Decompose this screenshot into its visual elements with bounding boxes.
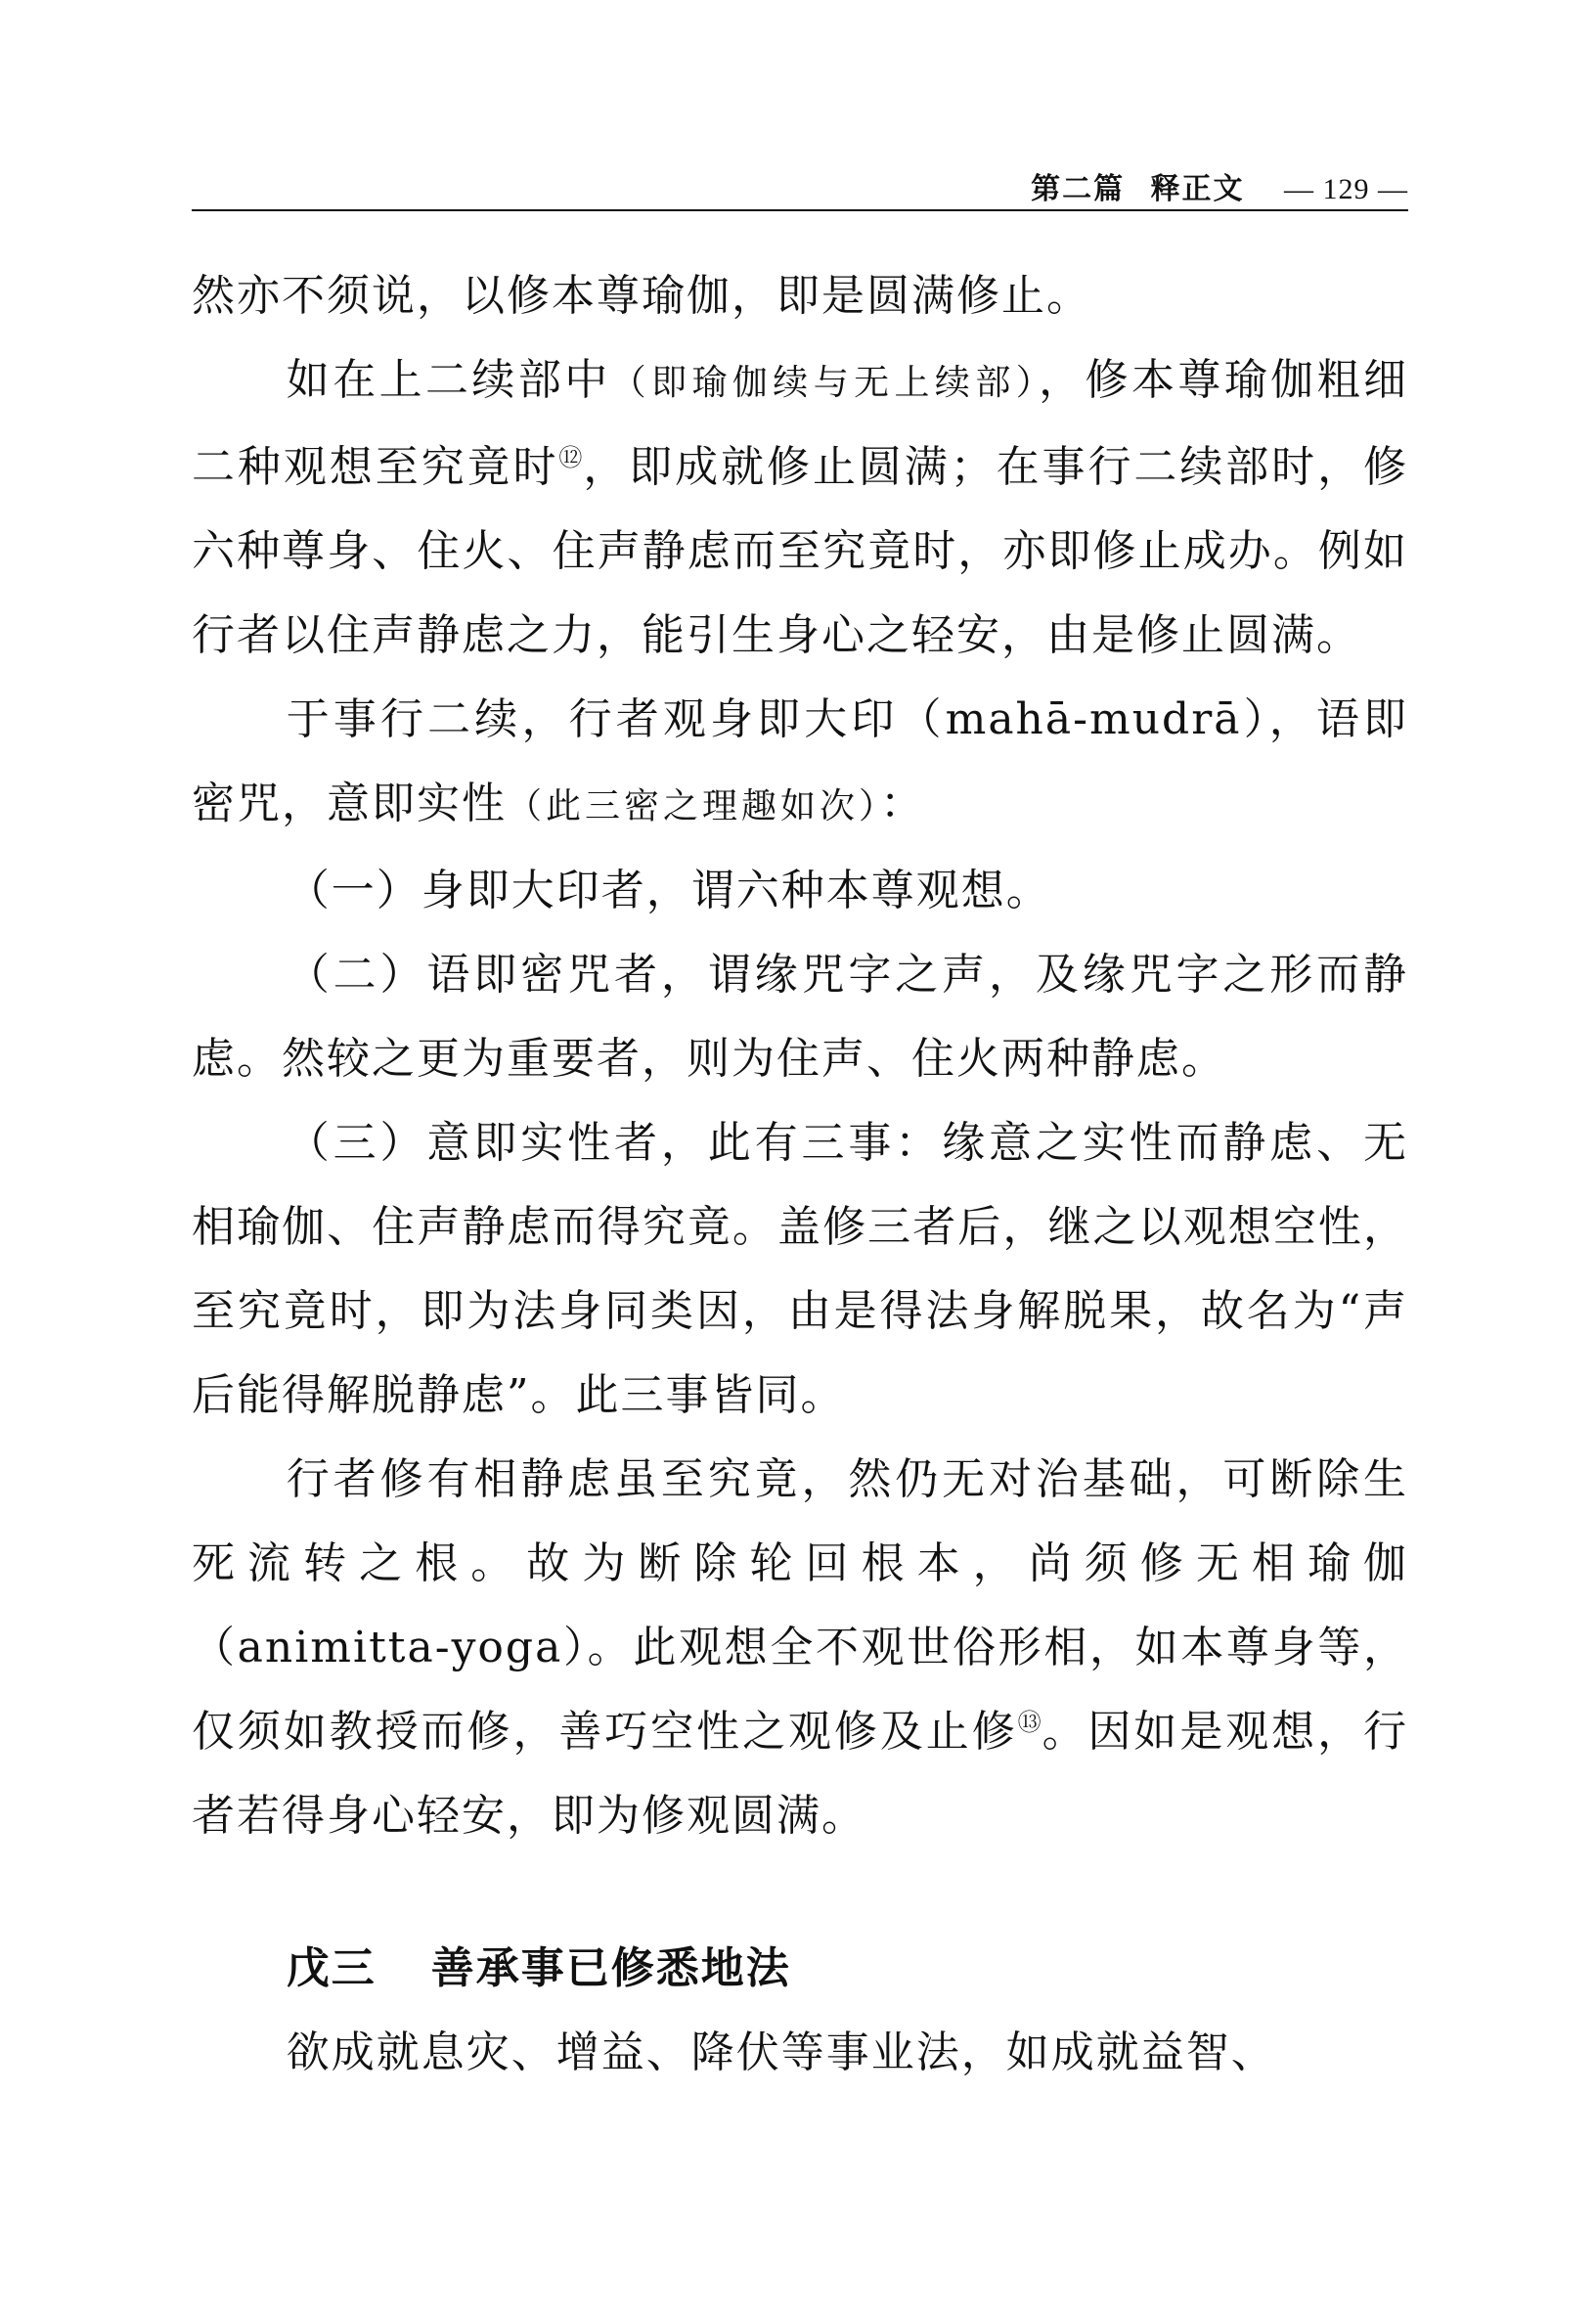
footnote-marker: ⑫: [558, 444, 584, 471]
page-body: [192, 254, 1408, 2095]
paragraph-text: 然亦不须说，以修本尊瑜伽，即是圆满修止。: [192, 271, 1091, 321]
list-item: [192, 1101, 1408, 1438]
list-item: [192, 849, 1408, 933]
paragraph: [192, 254, 1408, 338]
chapter-label: 第二篇: [1031, 172, 1126, 206]
running-head: [1031, 164, 1408, 207]
paragraph-text: 欲成就息灾、增益、降伏等事业法，如成就益智、: [286, 2027, 1276, 2077]
paragraph-text: ，即成就修止圆满；在事行二续部时，修六种尊身、住火、住声静虑而至究竟时，亦即修止成办。例如行者以住声静虑之力，能引生身心之轻安，由是修止圆满。: [192, 442, 1409, 660]
list-item-text: （一）身即大印者，谓六种本尊观想。: [286, 866, 1051, 915]
list-item-text: （二）语即密咒者，谓缘咒字之声，及缘咒字之形而静虑。然较之更为重要者，则为住声、住火两种静虑。: [192, 950, 1408, 1084]
list-item: [192, 933, 1408, 1101]
paragraph-text: 行者修有相静虑虽至究竟，然仍无对治基础，可断除生死流转之根。故为断除轮回根本，尚须修无相瑜伽（animitta-yoga）。此观想全不观世俗形相，如本尊身等，仅须如教授而修，善巧空性之观修及止修: [192, 1454, 1408, 1757]
footnote-marker: ⑬: [1017, 1709, 1042, 1736]
page-number: — 129 —: [1284, 173, 1408, 205]
list-item-text: （三）意即实性者，此有三事：缘意之实性而静虑、无相瑜伽、住声静虑而得究竟。盖修三者后，继之以观想空性，至究竟时，即为法身同类因，由是得法身解脱果，故名为“声后能得解脱静虑”。此三事皆同。: [192, 1118, 1408, 1420]
paragraph-text: 如在上二续部中: [286, 355, 611, 405]
paragraph-text: ：: [880, 779, 926, 828]
section-label: 释正文: [1150, 172, 1245, 206]
section-title: 善承事已修悉地法: [430, 1943, 791, 1993]
paragraph-text: ，修本尊瑜伽粗细二种观想至究竟时: [192, 355, 1408, 492]
page-header: [192, 156, 1408, 211]
paragraph: [192, 1438, 1408, 1858]
paragraph: [192, 2011, 1408, 2095]
paragraph: [192, 678, 1408, 849]
section-heading: [192, 1927, 1408, 2011]
paragraph: [192, 338, 1408, 678]
paragraph-text: 于事行二续，行者观身即大印（mahā-mudrā），语即密咒，意即实性: [192, 694, 1408, 828]
inline-note: （此三密之理趣如次）: [507, 786, 881, 826]
paragraph-text: 。因如是观想，行者若得身心轻安，即为修观圆满。: [192, 1707, 1409, 1841]
inline-note: （即瑜伽续与无上续部）: [610, 363, 1040, 403]
section-number: 戊三: [286, 1943, 377, 1993]
